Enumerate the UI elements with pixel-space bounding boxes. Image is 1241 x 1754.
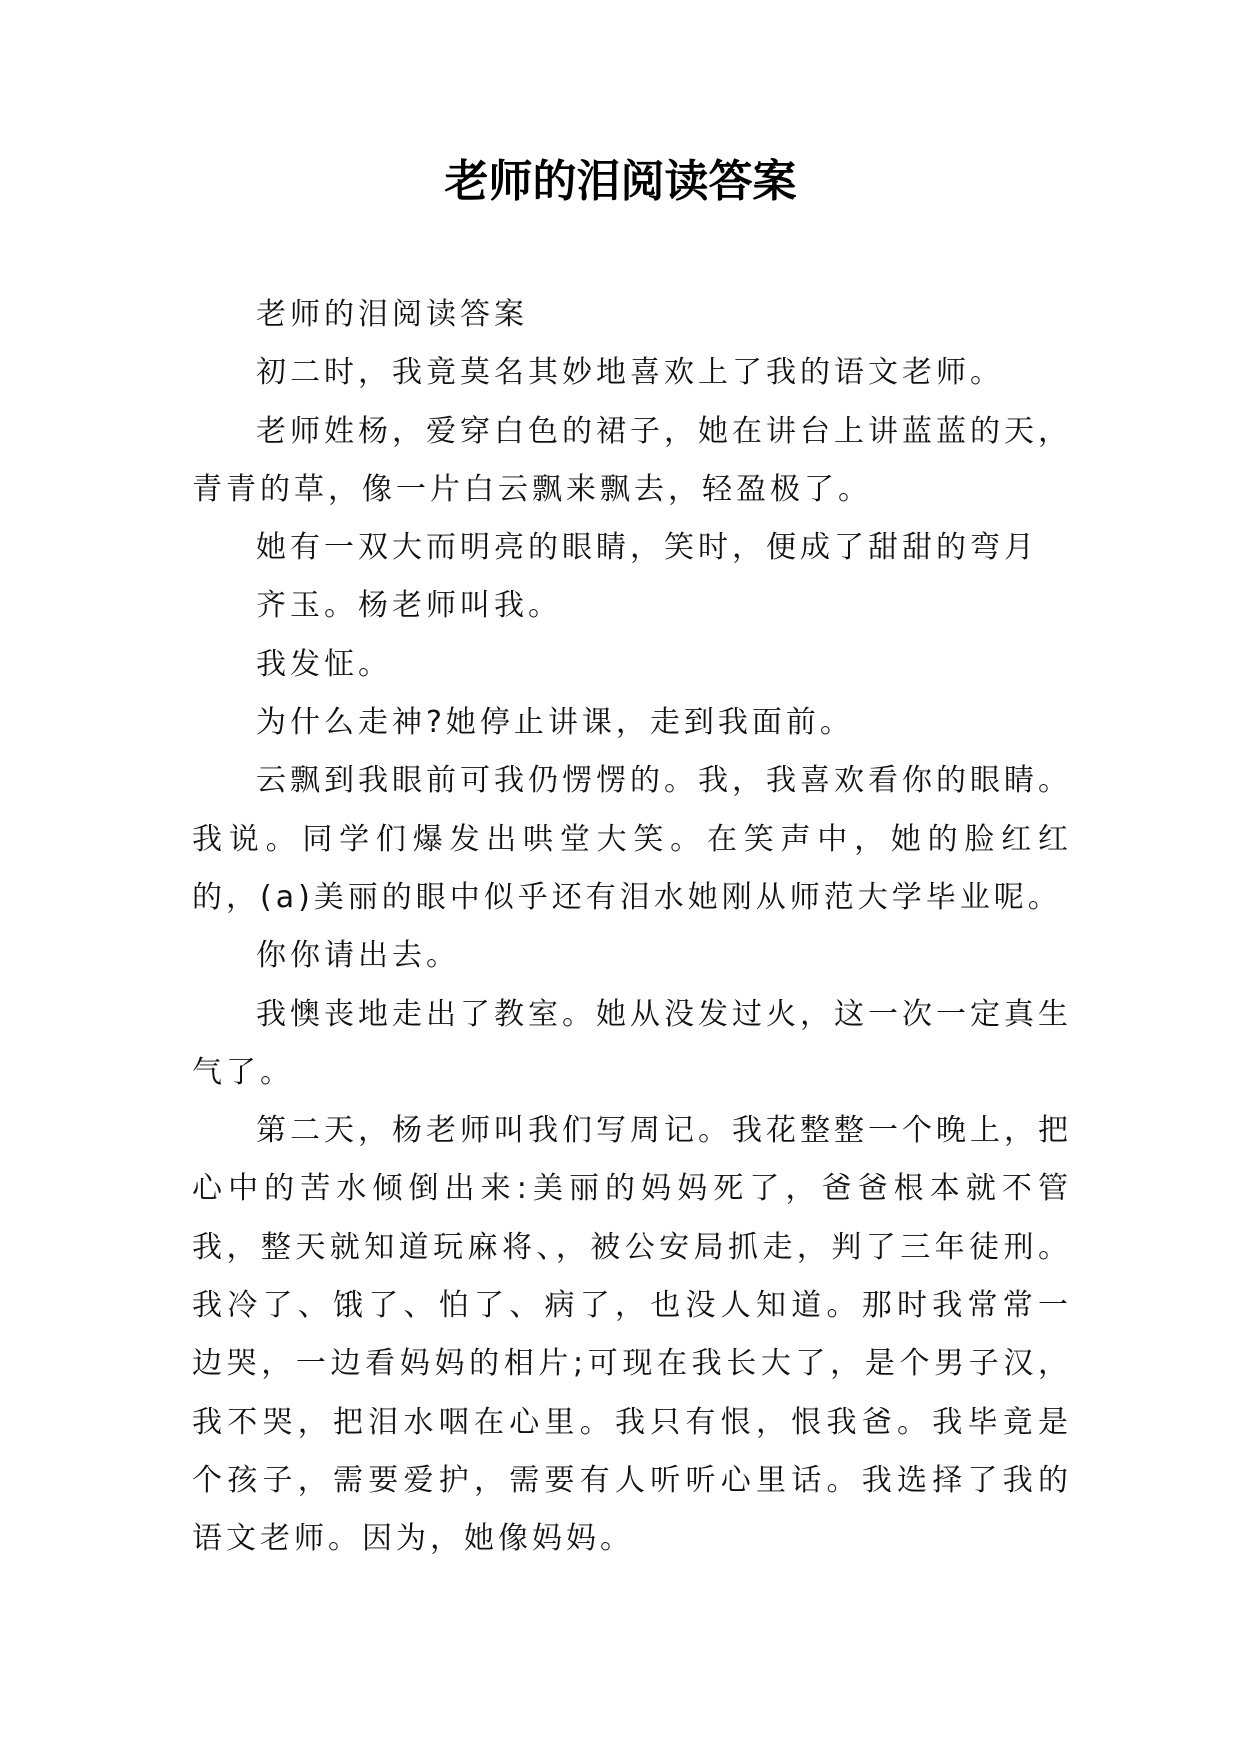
paragraph: 齐玉。杨老师叫我。	[256, 588, 562, 624]
document-body	[192, 286, 1072, 1569]
paragraph: 为什么走神?她停止讲课，走到我面前。	[256, 705, 854, 741]
paragraph: 我懊丧地走出了教室。她从没发过火，这一次一定真生气了。	[192, 996, 1072, 1090]
paragraph: 她有一双大而明亮的眼睛，笑时，便成了甜甜的弯月	[256, 530, 1038, 566]
paragraph: 老师的泪阅读答案	[256, 297, 528, 332]
paragraph: 云飘到我眼前可我仍愣愣的。我，我喜欢看你的眼睛。我说。同学们爆发出哄堂大笑。在笑声中，她的脸红红的，(a)美丽的眼中似乎还有泪水她刚从师范大学毕业呢。	[192, 763, 1072, 915]
paragraph: 第二天，杨老师叫我们写周记。我花整整一个晚上，把心中的苦水倾倒出来:美丽的妈妈死了，爸爸根本就不管我，整天就知道玩麻将、，被公安局抓走，判了三年徒刑。我冷了、饿了、怕了、病了，也没人知道。那时我常常一边哭，一边看妈妈的相片;可现在我长大了，是个男子汉，我不哭，把泪水咽在心里。我只有恨，恨我爸。我毕竟是个孩子，需要爱护，需要有人听听心里话。我选择了我的语文老师。因为，她像妈妈。	[192, 1113, 1072, 1557]
paragraph: 老师姓杨，爱穿白色的裙子，她在讲台上讲蓝蓝的天，青青的草，像一片白云飘来飘去，轻盈极了。	[192, 413, 1072, 507]
paragraph: 你你请出去。	[256, 938, 460, 974]
document-title: 老师的泪阅读答案	[444, 156, 797, 207]
paragraph: 我发怔。	[256, 646, 392, 682]
paragraph: 初二时，我竟莫名其妙地喜欢上了我的语文老师。	[256, 355, 1004, 391]
